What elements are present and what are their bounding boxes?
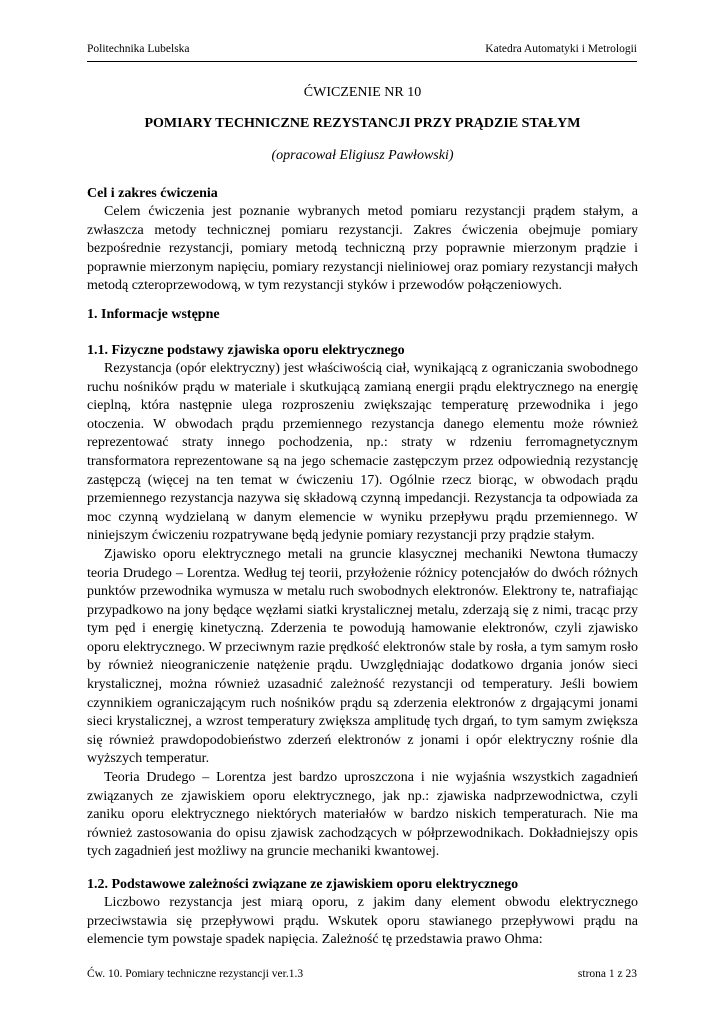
heading-cel: Cel i zakres ćwiczenia [87,186,218,201]
heading-section-1-1: 1.1. Fizyczne podstawy zjawiska oporu elektrycznego [87,342,405,358]
document-body [87,84,638,950]
footer-doc-version: Ćw. 10. Pomiary techniczne rezystancji ver.1.3 [87,968,304,980]
footer-page-number: strona 1 z 23 [577,968,637,980]
paragraph-1-1-b: Zjawisko oporu elektrycznego metali na gruncie klasycznej mechaniki Newtona tłumaczy teoria Drudego – Lorentza. Według tej teorii, przyłożenie różnicy potencjałów do dwóch różnych punktów przewodnika wymusza w metalu ruch swobodnych elektronów. Elektrony te, natrafiając przypadkowo na jony będące węzłami siatki krystalicznej metalu, zderzają się z nimi, tracąc przy tym pęd i energię kinetyczną. Zderzenia te powodują hamowanie elektronów, czyli zjawisko oporu elektrycznego. W przeciwnym razie prędkość elektronów stale by rosła, a tym samym rosło by również nieograniczenie natężenie prądu. Uwzględniając dodatkowo drgania jonów sieci krystalicznej, można również uzasadnić zależność rezystancji od temperatury. Jeśli bowiem czynnikiem ograniczającym ruch nośników prądu są zderzenia elektronów z drgającymi jonami sieci krystalicznej, a wzrost temperatury zwiększa amplitudę tych drgań, to tym samym zwiększa się również prawdopodobieństwo zderzeń elektronów z jonami i opór elektryczny rośnie dla wyższych temperatur. [87,546,638,767]
document-author: (opracował Eligiusz Pawłowski) [271,148,454,163]
heading-section-1: 1. Informacje wstępne [87,306,220,322]
paragraph-cel: Celem ćwiczenia jest poznanie wybranych metod pomiaru rezystancji prądem stałym, a zwłaszcza metody technicznej pomiaru rezystancji. Zakres ćwiczenia obejmuje pomiary bezpośrednie rezystancji, pomiary metodą techniczną przy poprawnie mierzonym prądzie i poprawnie mierzonym napięciu, pomiary rezystancji nieliniowej oraz pomiary rezystancji małych metodą czteroprzewodową, w tym rezystancji styków i przewodów połączeniowych. [87,204,638,294]
header-department: Katedra Automatyki i Metrologii [485,43,637,55]
header-institution: Politechnika Lubelska [87,43,190,55]
paragraph-1-1-a: Rezystancja (opór elektryczny) jest właściwością ciał, wynikającą z ograniczania swobodnego ruchu nośników prądu w materiale i skutkującą zamianą energii prądu elektrycznego na energię cieplną, która następnie ulega rozproszeniu zwiększając temperaturę przewodnika i jego otoczenia. W obwodach prądu przemiennego rezystancja danego elementu może również reprezentować straty innego pochodzenia, np.: straty w rdzeniu ferromagnetycznym transformatora reprezentowane są na jego schemacie zastępczym przez odpowiednią rezystancję zastępczą (więcej na ten temat w ćwiczeniu 17). Ogólnie rzecz biorąc, w obwodach prądu przemiennego rezystancja nazywa się składową czynną impedancji. Rezystancja ta odpowiada za moc czynną wydzielaną w danym elemencie w wyniku przepływu prądu przemiennego. W niniejszym ćwiczeniu rozpatrywane będą jedynie pomiary rezystancji przy prądzie stałym. [87,360,638,544]
page-header [87,41,637,62]
paragraph-1-1-c: Teoria Drudego – Lorentza jest bardzo uproszczona i nie wyjaśnia wszystkich zagadnień związanych ze zjawiskiem oporu elektrycznego, jak np.: zjawiska nadprzewodnictwa, czyli zaniku oporu elektrycznego niektórych materiałów w bardzo niskich temperaturach. Nie ma również zastosowania do opisu zjawisk zachodzących w półprzewodnikach. Dokładniejszy opis tych zagadnień jest możliwy na gruncie mechaniki kwantowej. [87,770,638,860]
heading-section-1-2: 1.2. Podstawowe zależności związane ze zjawiskiem oporu elektrycznego [87,877,519,892]
exercise-number: ĆWICZENIE NR 10 [303,85,422,100]
document-title: POMIARY TECHNICZNE REZYSTANCJI PRZY PRĄDZIE STAŁYM [144,116,581,131]
paragraph-1-2-a: Liczbowo rezystancja jest miarą oporu, z jakim dany element obwodu elektrycznego przeciwstawia się przepływowi prądu. Wskutek oporu stawianego przepływowi prądu na elemencie tym powstaje spadek napięcia. Zależność tę przedstawia prawo Ohma: [87,895,638,948]
